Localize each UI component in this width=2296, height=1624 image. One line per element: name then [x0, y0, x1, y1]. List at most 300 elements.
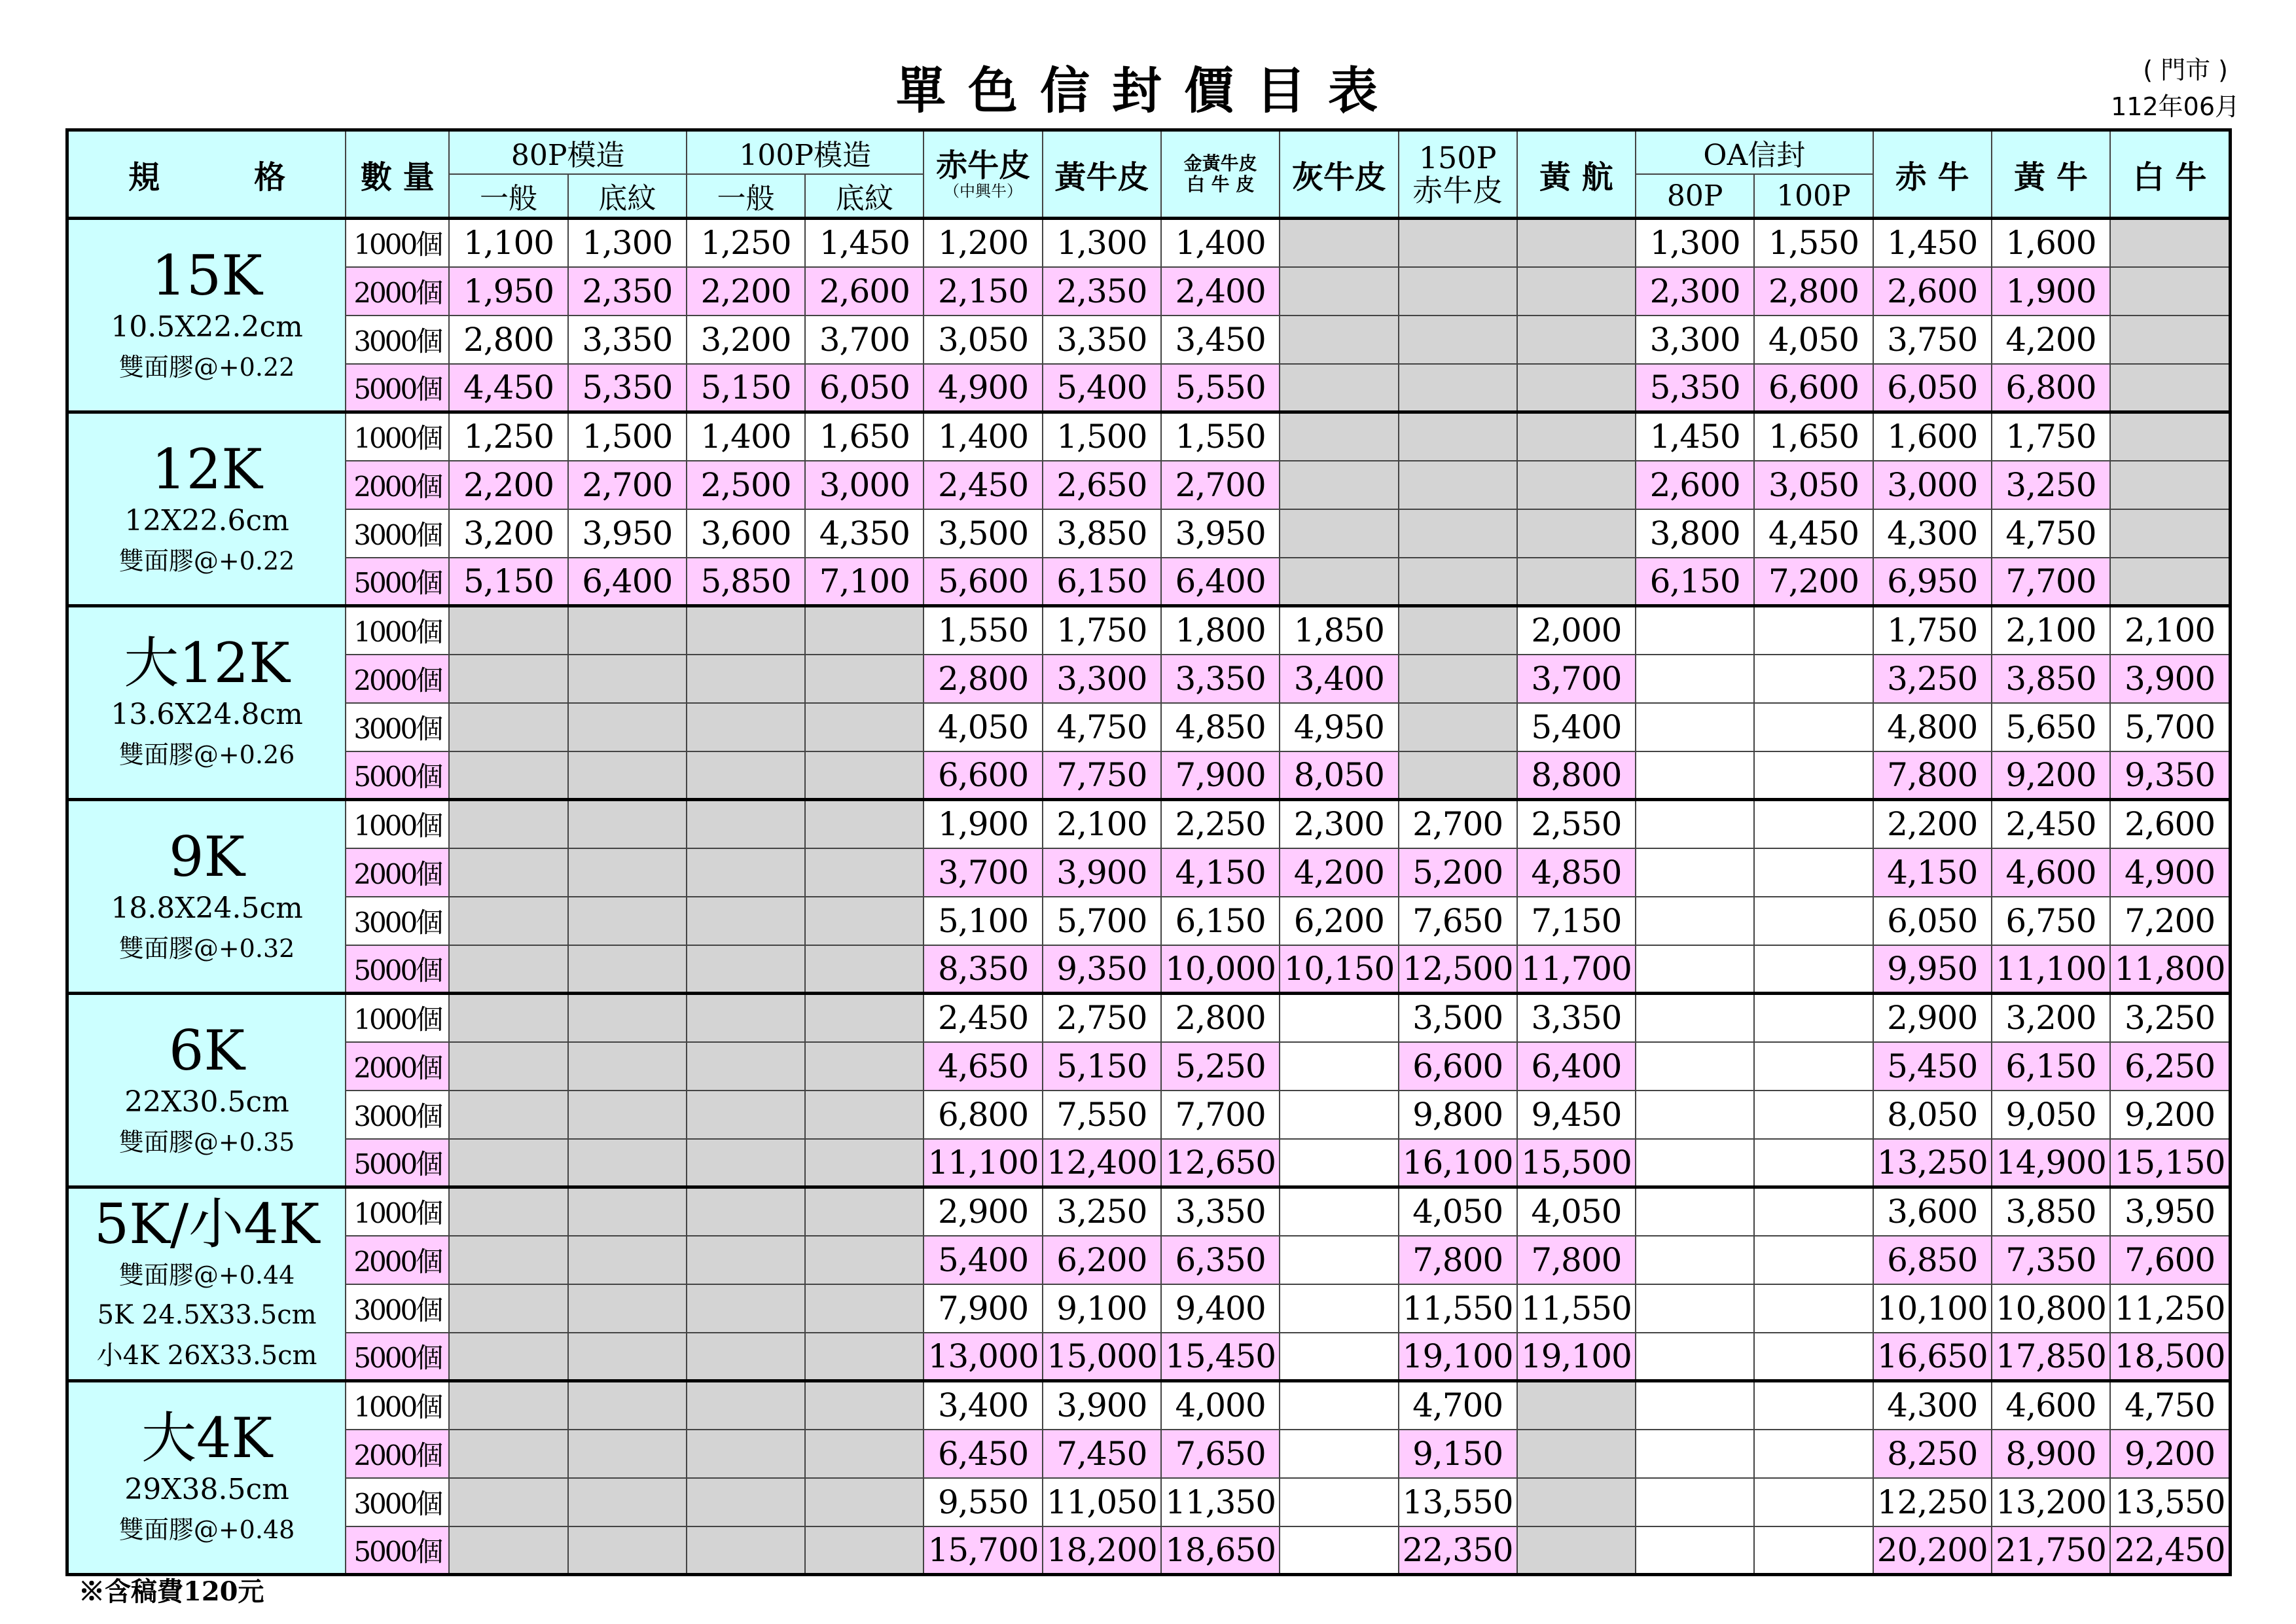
price-cell: 4,200	[1280, 848, 1398, 897]
unavailable-cell	[805, 1236, 924, 1284]
table-row	[67, 1381, 2231, 1430]
price-cell: 2,600	[1636, 461, 1754, 509]
header-80p-wood: 80P模造	[449, 130, 687, 175]
quantity-cell: 5000個	[346, 364, 449, 412]
unavailable-cell	[2110, 461, 2230, 509]
empty-cell	[1636, 1139, 1754, 1187]
price-cell: 3,900	[1043, 1381, 1161, 1430]
empty-cell	[1636, 1187, 1754, 1236]
empty-cell	[1636, 1526, 1754, 1575]
price-cell: 1,550	[1161, 412, 1280, 461]
unavailable-cell	[568, 994, 687, 1042]
empty-cell	[1636, 994, 1754, 1042]
size-group	[67, 412, 2231, 606]
unavailable-cell	[449, 1430, 567, 1478]
unavailable-cell	[687, 897, 805, 945]
price-cell: 22,450	[2110, 1526, 2230, 1575]
quantity-cell: 3000個	[346, 897, 449, 945]
quantity-cell: 5000個	[346, 1139, 449, 1187]
empty-cell	[1754, 800, 1873, 848]
size-group	[67, 800, 2231, 994]
empty-cell	[1636, 1333, 1754, 1381]
empty-cell	[1636, 751, 1754, 800]
header-yellow-air: 黃 航	[1517, 130, 1636, 219]
header-oa-80p: 80P	[1636, 174, 1754, 219]
empty-cell	[1636, 1478, 1754, 1526]
footnote: ※含稿費120元	[79, 1576, 264, 1607]
empty-cell	[1754, 1381, 1873, 1430]
unavailable-cell	[449, 1333, 567, 1381]
unavailable-cell	[1399, 558, 1517, 606]
unavailable-cell	[1280, 509, 1398, 558]
unavailable-cell	[1280, 412, 1398, 461]
empty-cell	[1280, 1187, 1398, 1236]
price-cell: 7,650	[1161, 1430, 1280, 1478]
price-cell: 3,050	[924, 316, 1042, 364]
price-cell: 5,400	[924, 1236, 1042, 1284]
price-cell: 1,750	[1873, 606, 1992, 655]
price-cell: 15,000	[1043, 1333, 1161, 1381]
table-row	[67, 509, 2231, 558]
unavailable-cell	[1280, 461, 1398, 509]
price-cell: 3,500	[1399, 994, 1517, 1042]
price-cell: 3,950	[568, 509, 687, 558]
size-name: 大12K	[124, 630, 290, 695]
unavailable-cell	[449, 1381, 567, 1430]
unavailable-cell	[2110, 412, 2230, 461]
unavailable-cell	[1399, 655, 1517, 703]
price-cell: 3,050	[1754, 461, 1873, 509]
price-cell: 12,500	[1399, 945, 1517, 994]
price-table	[65, 128, 2232, 1576]
unavailable-cell	[2110, 316, 2230, 364]
price-cell: 2,450	[924, 994, 1042, 1042]
price-cell: 1,500	[1043, 412, 1161, 461]
unavailable-cell	[805, 945, 924, 994]
price-cell: 18,200	[1043, 1526, 1161, 1575]
size-dimensions: 18.8X24.5cm	[111, 891, 303, 925]
quantity-cell: 2000個	[346, 848, 449, 897]
empty-cell	[1280, 1526, 1398, 1575]
unavailable-cell	[568, 897, 687, 945]
quantity-cell: 3000個	[346, 509, 449, 558]
empty-cell	[1754, 703, 1873, 751]
price-cell: 3,850	[1992, 1187, 2110, 1236]
size-spec-cell	[67, 606, 346, 800]
unavailable-cell	[568, 1430, 687, 1478]
unavailable-cell	[1517, 364, 1636, 412]
size-dimensions: 29X38.5cm	[124, 1472, 289, 1506]
price-cell: 3,700	[805, 316, 924, 364]
price-cell: 4,000	[1161, 1381, 1280, 1430]
quantity-cell: 3000個	[346, 1478, 449, 1526]
unavailable-cell	[449, 1284, 567, 1333]
price-cell: 1,450	[805, 219, 924, 267]
quantity-cell: 5000個	[346, 558, 449, 606]
quantity-cell: 2000個	[346, 267, 449, 316]
unavailable-cell	[568, 1526, 687, 1575]
unavailable-cell	[1280, 267, 1398, 316]
empty-cell	[1754, 1187, 1873, 1236]
table-row	[67, 606, 2231, 655]
empty-cell	[1754, 1139, 1873, 1187]
empty-cell	[1754, 1236, 1873, 1284]
unavailable-cell	[568, 1381, 687, 1430]
price-cell: 11,350	[1161, 1478, 1280, 1526]
price-cell: 1,300	[568, 219, 687, 267]
unavailable-cell	[687, 1381, 805, 1430]
price-cell: 4,600	[1992, 848, 2110, 897]
price-cell: 5,600	[924, 558, 1042, 606]
price-cell: 5,700	[1043, 897, 1161, 945]
price-cell: 5,350	[568, 364, 687, 412]
price-cell: 2,100	[1992, 606, 2110, 655]
table-row	[67, 1430, 2231, 1478]
price-cell: 4,600	[1992, 1381, 2110, 1430]
unavailable-cell	[687, 1478, 805, 1526]
empty-cell	[1636, 1091, 1754, 1139]
unavailable-cell	[805, 703, 924, 751]
quantity-cell: 3000個	[346, 1091, 449, 1139]
price-cell: 4,050	[924, 703, 1042, 751]
price-cell: 4,150	[1873, 848, 1992, 897]
empty-cell	[1280, 1478, 1398, 1526]
glue-note: 雙面膠@+0.26	[118, 740, 295, 769]
unavailable-cell	[805, 800, 924, 848]
price-cell: 9,950	[1873, 945, 1992, 994]
price-cell: 9,450	[1517, 1091, 1636, 1139]
price-cell: 8,250	[1873, 1430, 1992, 1478]
empty-cell	[1636, 848, 1754, 897]
quantity-cell: 1000個	[346, 412, 449, 461]
empty-cell	[1754, 1526, 1873, 1575]
price-cell: 13,000	[924, 1333, 1042, 1381]
unavailable-cell	[687, 1333, 805, 1381]
price-cell: 11,100	[924, 1139, 1042, 1187]
price-cell: 3,350	[1161, 655, 1280, 703]
unavailable-cell	[449, 1042, 567, 1091]
price-cell: 9,550	[924, 1478, 1042, 1526]
header-gray-kraft: 灰牛皮	[1280, 130, 1398, 219]
size-dimensions: 小4K 26X33.5cm	[96, 1340, 317, 1371]
price-cell: 2,700	[1161, 461, 1280, 509]
unavailable-cell	[687, 1042, 805, 1091]
price-cell: 3,200	[449, 509, 567, 558]
header-80p-textured: 底紋	[568, 174, 687, 219]
price-cell: 16,100	[1399, 1139, 1517, 1187]
price-cell: 5,700	[2110, 703, 2230, 751]
header-100p-wood: 100P模造	[687, 130, 924, 175]
price-cell: 10,000	[1161, 945, 1280, 994]
unavailable-cell	[449, 848, 567, 897]
price-cell: 3,850	[1992, 655, 2110, 703]
price-cell: 18,650	[1161, 1526, 1280, 1575]
size-spec-cell	[67, 800, 346, 994]
table-row	[67, 800, 2231, 848]
price-cell: 8,800	[1517, 751, 1636, 800]
price-cell: 1,900	[1992, 267, 2110, 316]
price-cell: 3,700	[924, 848, 1042, 897]
price-cell: 3,400	[924, 1381, 1042, 1430]
date-note: 112年06月	[2111, 92, 2240, 121]
unavailable-cell	[449, 606, 567, 655]
quantity-cell: 2000個	[346, 655, 449, 703]
price-cell: 1,750	[1043, 606, 1161, 655]
glue-note: 雙面膠@+0.32	[118, 933, 295, 963]
table-row	[67, 558, 2231, 606]
price-cell: 1,900	[924, 800, 1042, 848]
price-cell: 20,200	[1873, 1526, 1992, 1575]
unavailable-cell	[1399, 751, 1517, 800]
price-cell: 2,600	[805, 267, 924, 316]
price-cell: 3,300	[1636, 316, 1754, 364]
table-row	[67, 945, 2231, 994]
unavailable-cell	[2110, 558, 2230, 606]
price-cell: 2,150	[924, 267, 1042, 316]
price-cell: 3,250	[1992, 461, 2110, 509]
header-100p-textured: 底紋	[805, 174, 924, 219]
unavailable-cell	[1517, 1526, 1636, 1575]
price-cell: 6,800	[1992, 364, 2110, 412]
price-cell: 5,850	[687, 558, 805, 606]
price-cell: 1,400	[687, 412, 805, 461]
empty-cell	[1636, 1381, 1754, 1430]
unavailable-cell	[449, 1187, 567, 1236]
unavailable-cell	[1517, 219, 1636, 267]
unavailable-cell	[1517, 412, 1636, 461]
price-cell: 2,750	[1043, 994, 1161, 1042]
table-row	[67, 897, 2231, 945]
table-row	[67, 219, 2231, 267]
price-cell: 5,150	[687, 364, 805, 412]
price-cell: 3,500	[924, 509, 1042, 558]
empty-cell	[1280, 1333, 1398, 1381]
price-cell: 3,350	[568, 316, 687, 364]
size-name: 6K	[168, 1018, 245, 1083]
empty-cell	[1636, 1042, 1754, 1091]
unavailable-cell	[805, 1526, 924, 1575]
unavailable-cell	[449, 897, 567, 945]
quantity-cell: 2000個	[346, 1430, 449, 1478]
price-cell: 7,700	[1992, 558, 2110, 606]
quantity-cell: 5000個	[346, 1333, 449, 1381]
price-cell: 6,400	[1517, 1042, 1636, 1091]
price-cell: 5,450	[1873, 1042, 1992, 1091]
price-cell: 2,700	[1399, 800, 1517, 848]
price-cell: 5,200	[1399, 848, 1517, 897]
price-cell: 1,550	[924, 606, 1042, 655]
price-cell: 2,000	[1517, 606, 1636, 655]
price-cell: 12,250	[1873, 1478, 1992, 1526]
unavailable-cell	[687, 945, 805, 994]
price-cell: 3,350	[1517, 994, 1636, 1042]
price-cell: 2,700	[568, 461, 687, 509]
price-cell: 1,100	[449, 219, 567, 267]
empty-cell	[1754, 945, 1873, 994]
price-cell: 3,600	[1873, 1187, 1992, 1236]
unavailable-cell	[805, 994, 924, 1042]
price-cell: 7,750	[1043, 751, 1161, 800]
size-dimensions: 22X30.5cm	[124, 1085, 289, 1119]
unavailable-cell	[687, 606, 805, 655]
header-gold-line2: 白 牛 皮	[1186, 173, 1255, 195]
header-spec: 規 格	[67, 130, 346, 219]
price-cell: 8,350	[924, 945, 1042, 994]
unavailable-cell	[687, 848, 805, 897]
unavailable-cell	[449, 994, 567, 1042]
price-cell: 7,800	[1873, 751, 1992, 800]
price-cell: 5,650	[1992, 703, 2110, 751]
price-cell: 4,050	[1754, 316, 1873, 364]
price-cell: 15,450	[1161, 1333, 1280, 1381]
unavailable-cell	[805, 1381, 924, 1430]
unavailable-cell	[687, 655, 805, 703]
price-cell: 5,400	[1517, 703, 1636, 751]
unavailable-cell	[449, 703, 567, 751]
empty-cell	[1280, 1381, 1398, 1430]
unavailable-cell	[805, 1187, 924, 1236]
price-cell: 1,300	[1043, 219, 1161, 267]
size-group	[67, 994, 2231, 1187]
unavailable-cell	[687, 1430, 805, 1478]
unavailable-cell	[568, 1333, 687, 1381]
price-cell: 9,150	[1399, 1430, 1517, 1478]
glue-note: 雙面膠@+0.44	[118, 1260, 295, 1290]
quantity-cell: 2000個	[346, 461, 449, 509]
header-yellow: 黃 牛	[1992, 130, 2110, 219]
table-row	[67, 316, 2231, 364]
empty-cell	[1280, 994, 1398, 1042]
unavailable-cell	[687, 1236, 805, 1284]
unavailable-cell	[568, 800, 687, 848]
size-name: 大4K	[141, 1405, 273, 1470]
price-cell: 18,500	[2110, 1333, 2230, 1381]
unavailable-cell	[568, 1284, 687, 1333]
quantity-cell: 2000個	[346, 1042, 449, 1091]
price-cell: 12,650	[1161, 1139, 1280, 1187]
quantity-cell: 5000個	[346, 945, 449, 994]
price-cell: 5,250	[1161, 1042, 1280, 1091]
empty-cell	[1636, 1284, 1754, 1333]
unavailable-cell	[1517, 558, 1636, 606]
price-cell: 7,900	[1161, 751, 1280, 800]
size-dimensions: 13.6X24.8cm	[111, 697, 303, 731]
price-cell: 11,050	[1043, 1478, 1161, 1526]
size-spec-cell	[67, 412, 346, 606]
price-cell: 3,600	[687, 509, 805, 558]
price-cell: 9,100	[1043, 1284, 1161, 1333]
price-cell: 4,050	[1517, 1187, 1636, 1236]
price-cell: 3,800	[1636, 509, 1754, 558]
price-cell: 4,950	[1280, 703, 1398, 751]
size-spec-cell	[67, 1187, 346, 1381]
price-cell: 3,250	[2110, 994, 2230, 1042]
price-cell: 1,950	[449, 267, 567, 316]
price-cell: 2,100	[2110, 606, 2230, 655]
empty-cell	[1754, 848, 1873, 897]
price-cell: 9,200	[2110, 1091, 2230, 1139]
price-cell: 1,250	[687, 219, 805, 267]
empty-cell	[1636, 1430, 1754, 1478]
price-cell: 2,200	[687, 267, 805, 316]
table-row	[67, 1187, 2231, 1236]
price-cell: 2,450	[1992, 800, 2110, 848]
size-name: 5K/小4K	[94, 1191, 320, 1256]
price-cell: 1,500	[568, 412, 687, 461]
price-cell: 1,400	[1161, 219, 1280, 267]
price-cell: 13,250	[1873, 1139, 1992, 1187]
empty-cell	[1636, 1236, 1754, 1284]
price-cell: 3,900	[2110, 655, 2230, 703]
price-cell: 3,200	[1992, 994, 2110, 1042]
price-cell: 7,700	[1161, 1091, 1280, 1139]
table-row	[67, 848, 2231, 897]
price-cell: 9,200	[2110, 1430, 2230, 1478]
unavailable-cell	[568, 606, 687, 655]
price-cell: 4,450	[449, 364, 567, 412]
unavailable-cell	[805, 848, 924, 897]
unavailable-cell	[568, 945, 687, 994]
unavailable-cell	[1280, 316, 1398, 364]
table-row	[67, 1478, 2231, 1526]
store-note: ( 門市 )	[2143, 56, 2228, 84]
price-cell: 4,750	[1043, 703, 1161, 751]
price-cell: 4,750	[1992, 509, 2110, 558]
unavailable-cell	[449, 945, 567, 994]
price-cell: 9,800	[1399, 1091, 1517, 1139]
unavailable-cell	[805, 1430, 924, 1478]
quantity-cell: 1000個	[346, 994, 449, 1042]
table-row	[67, 1139, 2231, 1187]
price-cell: 1,600	[1873, 412, 1992, 461]
empty-cell	[1754, 655, 1873, 703]
price-cell: 2,450	[924, 461, 1042, 509]
price-cell: 1,400	[924, 412, 1042, 461]
unavailable-cell	[1517, 267, 1636, 316]
header-80p-plain: 一般	[449, 174, 567, 219]
header-oa-100p: 100P	[1754, 174, 1873, 219]
price-cell: 7,350	[1992, 1236, 2110, 1284]
unavailable-cell	[687, 1187, 805, 1236]
empty-cell	[1280, 1091, 1398, 1139]
price-cell: 9,050	[1992, 1091, 2110, 1139]
price-cell: 15,500	[1517, 1139, 1636, 1187]
price-cell: 11,550	[1517, 1284, 1636, 1333]
price-cell: 16,650	[1873, 1333, 1992, 1381]
price-cell: 8,900	[1992, 1430, 2110, 1478]
price-cell: 1,200	[924, 219, 1042, 267]
price-cell: 11,100	[1992, 945, 2110, 994]
price-cell: 10,800	[1992, 1284, 2110, 1333]
header-150p-line2: 赤牛皮	[1412, 173, 1503, 208]
quantity-cell: 2000個	[346, 1236, 449, 1284]
price-cell: 4,450	[1754, 509, 1873, 558]
price-cell: 1,650	[805, 412, 924, 461]
table-row	[67, 364, 2231, 412]
price-cell: 4,650	[924, 1042, 1042, 1091]
price-cell: 4,900	[2110, 848, 2230, 897]
size-spec-cell	[67, 1381, 346, 1575]
price-cell: 8,050	[1280, 751, 1398, 800]
price-cell: 22,350	[1399, 1526, 1517, 1575]
header-gold-line1: 金黃牛皮	[1183, 153, 1257, 174]
unavailable-cell	[568, 703, 687, 751]
price-cell: 6,450	[924, 1430, 1042, 1478]
unavailable-cell	[805, 1333, 924, 1381]
header-red-kraft-label: 赤牛皮	[936, 147, 1031, 184]
empty-cell	[1280, 1284, 1398, 1333]
price-cell: 1,450	[1636, 412, 1754, 461]
